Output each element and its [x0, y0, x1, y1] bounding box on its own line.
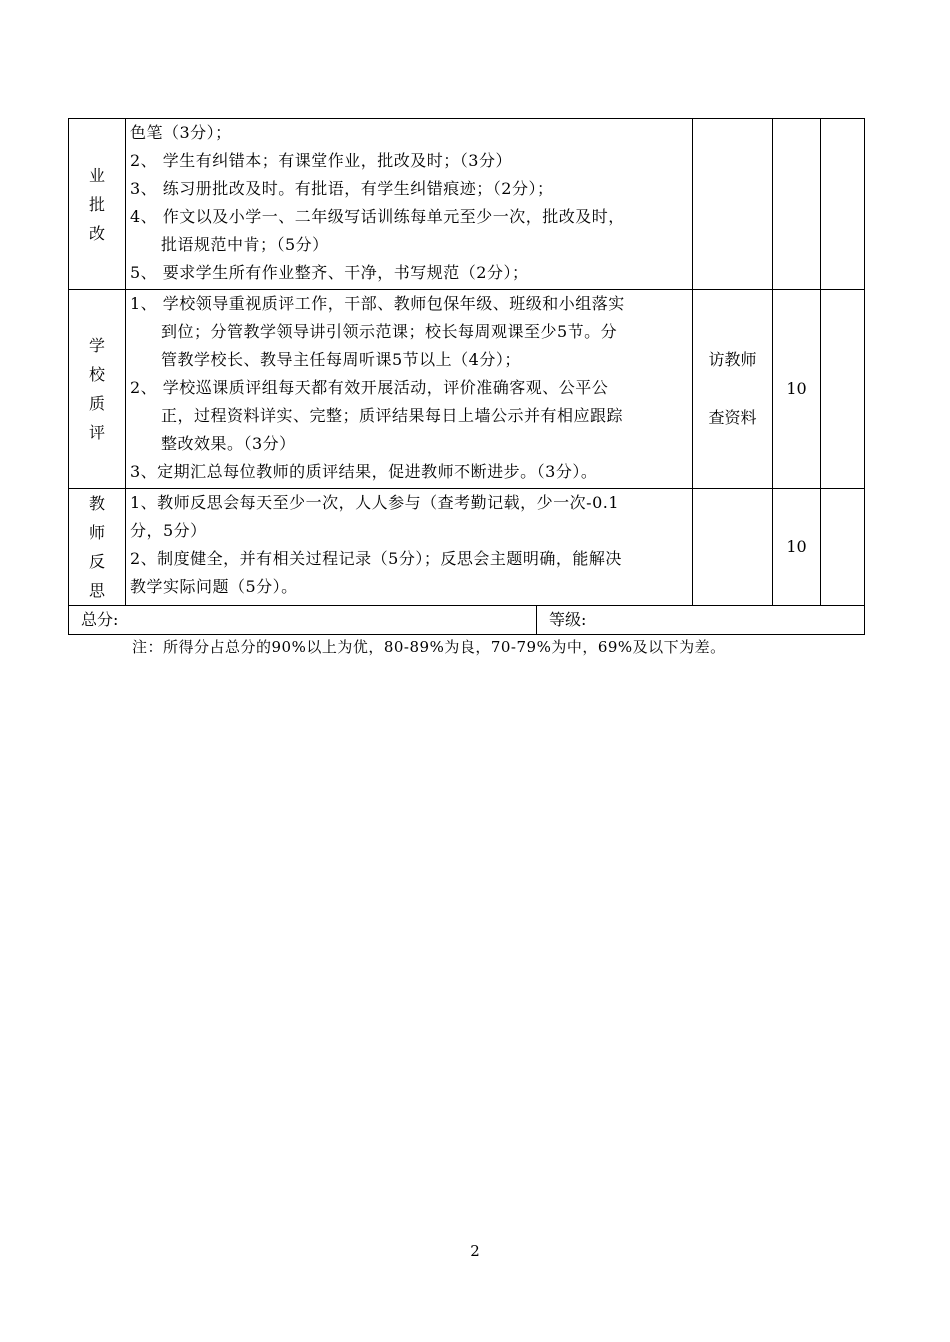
score-cell [773, 119, 821, 290]
category-char: 校 [88, 365, 105, 384]
criteria-line: 2、 学校巡课质评组每天都有效开展活动，评价准确客观、公平公 [130, 378, 609, 397]
category-char: 学 [88, 336, 105, 355]
total-score-label: 总分: [69, 606, 537, 635]
method-cell [693, 119, 773, 290]
category-char: 反 [88, 552, 105, 571]
criteria-cell [126, 489, 693, 606]
category-char: 改 [88, 223, 105, 243]
criteria-line: 2、制度健全，并有相关过程记录（5分）；反思会主题明确，能解决 [130, 549, 622, 568]
category-char: 思 [88, 581, 105, 600]
category-char: 教 [88, 494, 105, 513]
criteria-cell [126, 119, 693, 290]
criteria-line: 管教学校长、教导主任每周听课5节以上（4分）； [161, 350, 521, 369]
criteria-line: 3、定期汇总每位教师的质评结果，促进教师不断进步。（3分）。 [130, 462, 598, 481]
criteria-line: 教学实际问题（5分）。 [130, 577, 298, 596]
criteria-line: 批语规范中肯；（5分） [161, 235, 329, 254]
criteria-line: 5、 要求学生所有作业整齐、干净，书写规范（2分）； [130, 263, 529, 282]
criteria-line: 到位；分管教学领导讲引领示范课；校长每周观课至少5节。分 [161, 322, 618, 341]
criteria-line: 4、 作文以及小学一、二年级写话训练每单元至少一次，批改及时， [130, 207, 625, 226]
score-cell: 10 [773, 290, 821, 489]
table-row [69, 290, 865, 489]
criteria-line: 1、教师反思会每天至少一次，人人参与（查考勤记载，少一次-0.1 [130, 493, 620, 512]
criteria-line: 2、 学生有纠错本；有课堂作业，批改及时；（3分） [130, 151, 512, 170]
category-char: 师 [88, 523, 105, 542]
category-cell [69, 119, 126, 290]
criteria-cell [126, 290, 693, 489]
criteria-line: 分，5分） [130, 521, 207, 540]
criteria-line: 3、 练习册批改及时。有批语，有学生纠错痕迹；（2分）； [130, 179, 554, 198]
category-cell [69, 290, 126, 489]
category-cell [69, 489, 126, 606]
evaluation-table [68, 118, 865, 635]
criteria-line: 色笔（3分）； [130, 123, 232, 142]
category-char: 业 [88, 165, 105, 185]
table-row [69, 489, 865, 606]
method-cell [693, 290, 773, 489]
category-char: 批 [88, 194, 105, 214]
page-number: 2 [470, 1242, 480, 1260]
blank-cell [821, 119, 865, 290]
score-cell: 10 [773, 489, 821, 606]
blank-cell [821, 290, 865, 489]
grade-label: 等级: [537, 606, 865, 635]
blank-cell [821, 489, 865, 606]
grading-note: 注：所得分占总分的90%以上为优，80-89%为良，70-79%为中，69%及以下为差。 [132, 638, 726, 656]
criteria-line: 1、 学校领导重视质评工作，干部、教师包保年级、班级和小组落实 [130, 294, 625, 313]
method-cell [693, 489, 773, 606]
category-char: 质 [88, 394, 105, 413]
method-item: 查资料 [708, 408, 757, 427]
criteria-line: 整改效果。（3分） [161, 434, 296, 453]
criteria-line: 正，过程资料详实、完整；质评结果每日上墙公示并有相应跟踪 [161, 406, 624, 425]
method-item: 访教师 [708, 350, 757, 369]
category-char: 评 [88, 423, 105, 442]
total-row [69, 606, 865, 635]
table-row [69, 119, 865, 290]
